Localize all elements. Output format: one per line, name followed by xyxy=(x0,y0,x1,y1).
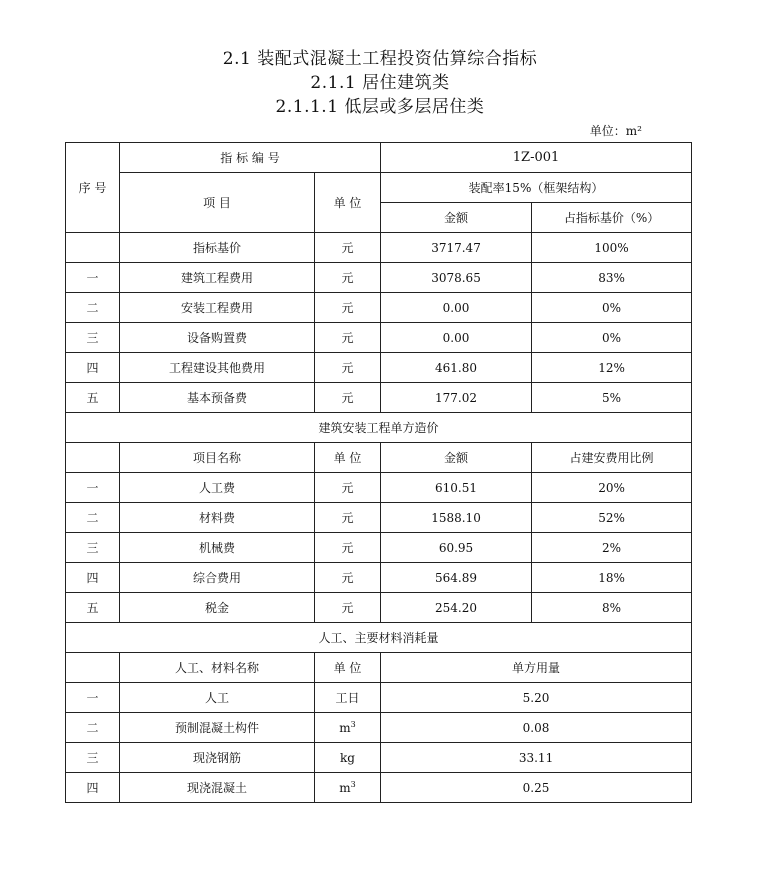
row-percent: 0% xyxy=(532,293,692,323)
row-percent: 52% xyxy=(532,503,692,533)
table-row xyxy=(66,773,692,803)
row-qty: 0.25 xyxy=(381,773,692,803)
row-item: 人工费 xyxy=(120,473,315,503)
row-percent: 100% xyxy=(532,233,692,263)
section-column-header xyxy=(66,653,692,683)
row-unit: 元 xyxy=(315,233,381,263)
unit-exponent: 3 xyxy=(350,779,356,789)
header-item: 项 目 xyxy=(120,173,315,233)
row-amount: 461.80 xyxy=(381,353,532,383)
row-unit: 工日 xyxy=(315,683,381,713)
row-seq: 四 xyxy=(66,353,120,383)
unit-base: m xyxy=(339,780,351,795)
section3-blank xyxy=(66,653,120,683)
row-amount: 564.89 xyxy=(381,563,532,593)
row-seq: 二 xyxy=(66,713,120,743)
section3-col-unit: 单 位 xyxy=(315,653,381,683)
row-percent: 5% xyxy=(532,383,692,413)
row-seq: 四 xyxy=(66,773,120,803)
row-percent: 2% xyxy=(532,533,692,563)
row-percent: 0% xyxy=(532,323,692,353)
main-title: 2.1 装配式混凝土工程投资估算综合指标 xyxy=(222,49,538,69)
indicator-table xyxy=(65,142,692,803)
row-item: 预制混凝土构件 xyxy=(120,713,315,743)
row-amount: 610.51 xyxy=(381,473,532,503)
section-header xyxy=(66,623,692,653)
table-row xyxy=(66,743,692,773)
table-row xyxy=(66,563,692,593)
unit-base: m xyxy=(339,720,351,735)
row-item: 设备购置费 xyxy=(120,323,315,353)
row-percent: 83% xyxy=(532,263,692,293)
header-indicator-code: 指 标 编 号 xyxy=(120,143,381,173)
row-amount: 0.00 xyxy=(381,293,532,323)
section2-col-amount: 金额 xyxy=(381,443,532,473)
table-row xyxy=(66,323,692,353)
section2-blank xyxy=(66,443,120,473)
section3-col-item: 人工、材料名称 xyxy=(120,653,315,683)
table-row xyxy=(66,383,692,413)
row-unit: kg xyxy=(315,743,381,773)
row-item: 材料费 xyxy=(120,503,315,533)
header-percent: 占指标基价（%） xyxy=(532,203,692,233)
row-seq: 三 xyxy=(66,323,120,353)
row-seq: 一 xyxy=(66,683,120,713)
section3-title: 人工、主要材料消耗量 xyxy=(66,623,692,653)
row-qty: 33.11 xyxy=(381,743,692,773)
table-row xyxy=(66,713,692,743)
row-unit xyxy=(315,773,381,803)
unit-note: 单位：m² xyxy=(589,124,642,138)
table-row xyxy=(66,503,692,533)
table-row xyxy=(66,263,692,293)
section-column-header xyxy=(66,443,692,473)
section3-col-qty: 单方用量 xyxy=(381,653,692,683)
row-percent: 8% xyxy=(532,593,692,623)
row-qty: 0.08 xyxy=(381,713,692,743)
row-seq xyxy=(66,233,120,263)
header-amount: 金额 xyxy=(381,203,532,233)
table-row xyxy=(66,533,692,563)
row-item: 指标基价 xyxy=(120,233,315,263)
row-seq: 四 xyxy=(66,563,120,593)
row-seq: 二 xyxy=(66,293,120,323)
row-seq: 三 xyxy=(66,743,120,773)
row-item: 现浇混凝土 xyxy=(120,773,315,803)
header-seq: 序 号 xyxy=(66,143,120,233)
row-item: 建筑工程费用 xyxy=(120,263,315,293)
section2-col-unit: 单 位 xyxy=(315,443,381,473)
row-seq: 一 xyxy=(66,263,120,293)
section2-col-percent: 占建安费用比例 xyxy=(532,443,692,473)
header-assembly-rate: 装配率15%（框架结构） xyxy=(381,173,692,203)
row-item: 基本预备费 xyxy=(120,383,315,413)
row-unit: 元 xyxy=(315,473,381,503)
table-row xyxy=(66,473,692,503)
row-percent: 20% xyxy=(532,473,692,503)
header-unit: 单 位 xyxy=(315,173,381,233)
row-item: 税金 xyxy=(120,593,315,623)
subtitle: 2.1.1 居住建筑类 xyxy=(310,73,450,93)
table-row xyxy=(66,233,692,263)
row-amount: 254.20 xyxy=(381,593,532,623)
row-seq: 二 xyxy=(66,503,120,533)
row-unit: 元 xyxy=(315,563,381,593)
row-seq: 五 xyxy=(66,383,120,413)
section2-title: 建筑安装工程单方造价 xyxy=(66,413,692,443)
row-seq: 三 xyxy=(66,533,120,563)
row-item: 人工 xyxy=(120,683,315,713)
row-item: 安装工程费用 xyxy=(120,293,315,323)
table-row xyxy=(66,593,692,623)
header-code-value: 1Z-001 xyxy=(381,143,692,173)
row-unit: 元 xyxy=(315,503,381,533)
row-amount: 177.02 xyxy=(381,383,532,413)
row-percent: 12% xyxy=(532,353,692,383)
section2-col-item: 项目名称 xyxy=(120,443,315,473)
row-item: 机械费 xyxy=(120,533,315,563)
table-row xyxy=(66,683,692,713)
row-amount: 3078.65 xyxy=(381,263,532,293)
row-unit: 元 xyxy=(315,593,381,623)
unit-exponent: 3 xyxy=(350,719,356,729)
row-item: 现浇钢筋 xyxy=(120,743,315,773)
row-unit: 元 xyxy=(315,533,381,563)
sub-subtitle: 2.1.1.1 低层或多层居住类 xyxy=(275,97,485,117)
row-amount: 0.00 xyxy=(381,323,532,353)
row-unit: 元 xyxy=(315,323,381,353)
row-item: 工程建设其他费用 xyxy=(120,353,315,383)
row-amount: 3717.47 xyxy=(381,233,532,263)
row-amount: 1588.10 xyxy=(381,503,532,533)
row-item: 综合费用 xyxy=(120,563,315,593)
row-qty: 5.20 xyxy=(381,683,692,713)
row-amount: 60.95 xyxy=(381,533,532,563)
row-unit xyxy=(315,713,381,743)
row-seq: 五 xyxy=(66,593,120,623)
row-percent: 18% xyxy=(532,563,692,593)
row-unit: 元 xyxy=(315,263,381,293)
row-unit: 元 xyxy=(315,383,381,413)
row-seq: 一 xyxy=(66,473,120,503)
row-unit: 元 xyxy=(315,293,381,323)
table-row xyxy=(66,353,692,383)
table-row xyxy=(66,293,692,323)
section-header xyxy=(66,413,692,443)
row-unit: 元 xyxy=(315,353,381,383)
